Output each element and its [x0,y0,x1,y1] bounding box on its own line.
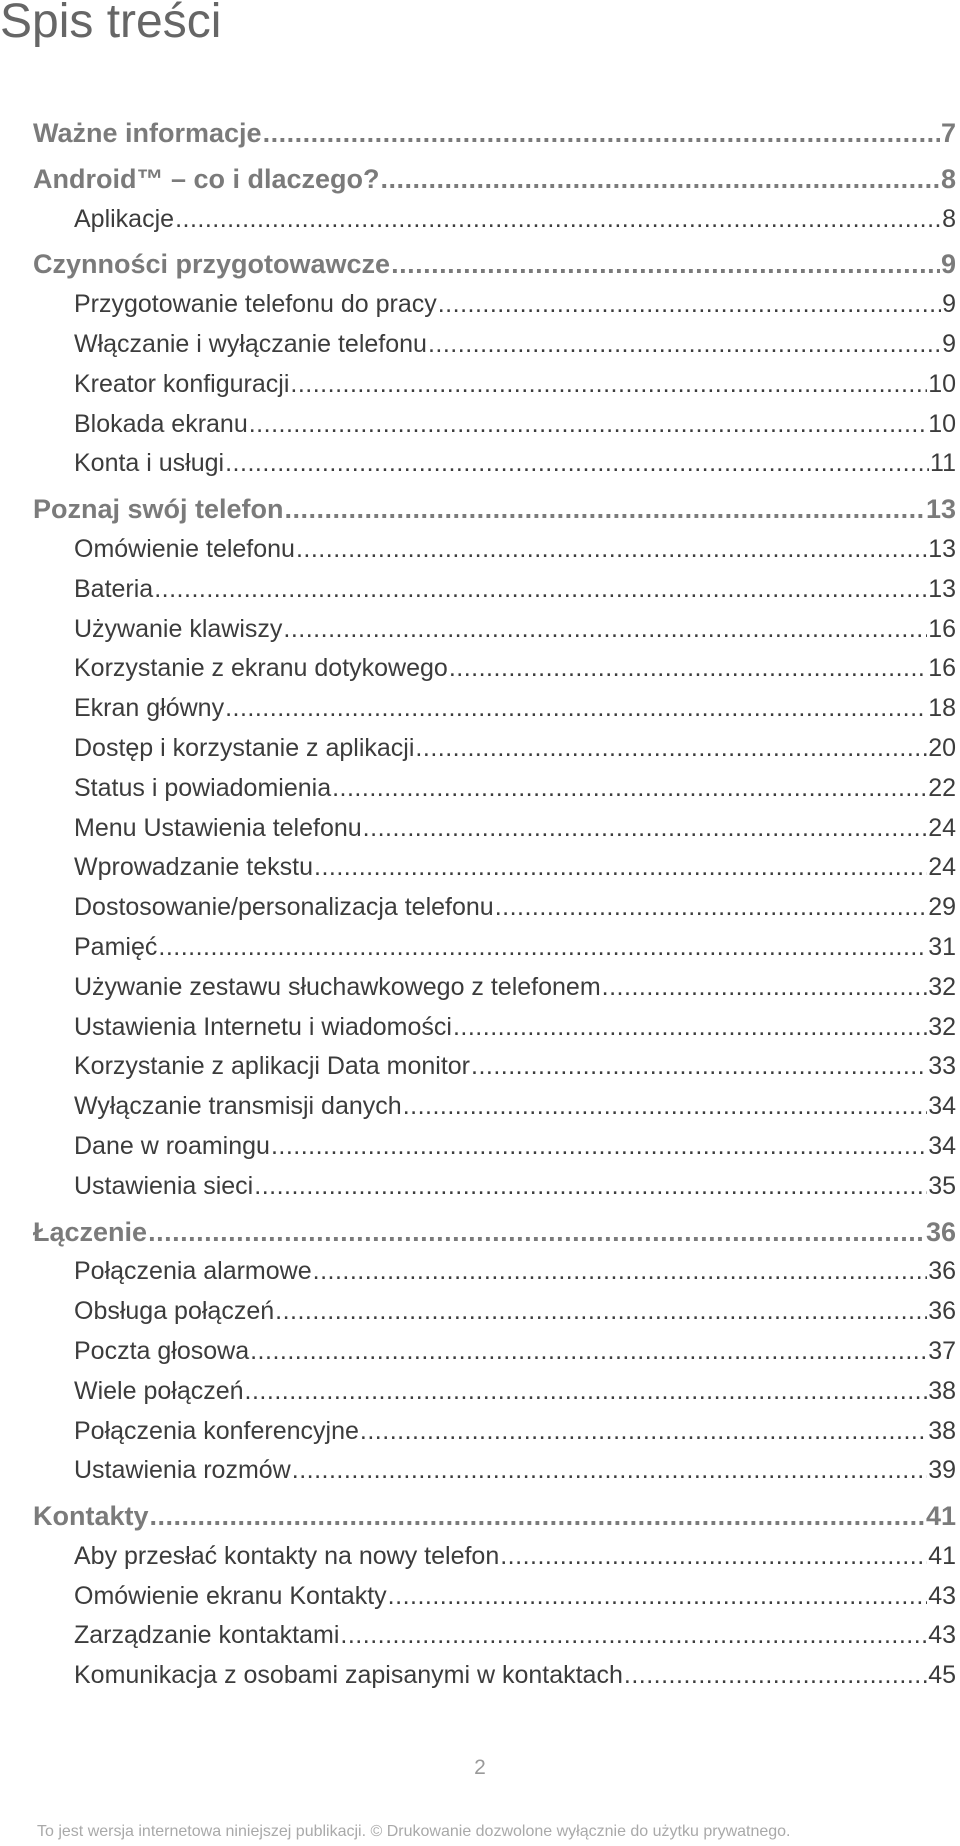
toc-section-entry[interactable] [33,1127,956,1167]
toc-dot-leader [285,490,925,530]
toc-section-entry[interactable] [33,689,956,729]
toc-entry-title: Status i powiadomienia [74,773,332,802]
toc-entry-page: 20 [928,733,956,762]
toc-dot-leader [249,405,927,445]
toc-entry-title: Wyłączanie transmisji danych [74,1092,402,1121]
toc-section-entry[interactable] [33,809,956,849]
toc-section-entry[interactable] [33,968,956,1008]
toc-dot-leader [363,809,928,849]
toc-entry-page: 24 [928,813,956,842]
toc-section-entry[interactable] [33,1167,956,1207]
toc-entry-page: 13 [928,534,956,563]
toc-entry-title: Dostosowanie/personalizacja telefonu [74,893,494,922]
toc-section-entry[interactable] [33,1577,956,1617]
toc-section-entry[interactable] [33,365,956,405]
toc-entry-title: Wiele połączeń [74,1376,244,1405]
toc-section-entry[interactable] [33,1332,956,1372]
toc-entry-page: 38 [928,1376,956,1405]
toc-entry-page: 36 [925,1216,956,1247]
toc-entry-page: 29 [928,893,956,922]
toc-entry-title: Wprowadzanie tekstu [74,853,314,882]
toc-entry-page: 37 [928,1336,956,1365]
toc-section-entry[interactable] [33,610,956,650]
toc-entry-page: 7 [940,118,956,148]
toc-dot-leader [275,1292,927,1332]
toc-entry-title: Konta i usługi [74,449,225,478]
toc-dot-leader [158,928,927,968]
toc-entry-title: Przygotowanie telefonu do pracy [74,290,437,319]
toc-entry-page: 36 [928,1297,956,1326]
toc-dot-leader [263,114,940,154]
toc-dot-leader [250,1332,927,1372]
toc-entry-title: Omówienie telefonu [74,534,295,563]
toc-entry-page: 24 [928,853,956,882]
toc-section-entry[interactable] [33,1252,956,1292]
toc-entry-page: 34 [928,1131,956,1160]
toc-entry-page: 32 [928,1012,956,1041]
toc-chapter-entry[interactable] [33,160,956,200]
toc-entry-title: Połączenia konferencyjne [74,1416,359,1445]
toc-dot-leader [332,769,927,809]
page-number: 2 [474,1756,486,1779]
toc-dot-leader [415,729,927,769]
toc-entry-page: 32 [928,972,956,1001]
toc-dot-leader [449,649,927,689]
toc-section-entry[interactable] [33,1656,956,1696]
toc-entry-page: 10 [928,369,956,398]
toc-entry-page: 9 [942,329,956,358]
toc-section-entry[interactable] [33,444,956,484]
toc-chapter-entry[interactable] [33,245,956,285]
toc-entry-page: 8 [942,204,956,233]
toc-entry-page: 41 [928,1541,956,1570]
toc-dot-leader [602,968,928,1008]
toc-entry-title: Ustawienia sieci [74,1171,254,1200]
toc-entry-page: 36 [928,1257,956,1286]
toc-chapter-entry[interactable] [33,1497,956,1537]
toc-entry-page: 41 [925,1501,956,1532]
toc-entry-title: Pamięć [74,932,158,961]
toc-entry-page: 8 [940,163,956,194]
toc-dot-leader [403,1087,928,1127]
toc-section-entry[interactable] [33,570,956,610]
toc-section-entry[interactable] [33,285,956,325]
toc-entry-page: 43 [928,1581,956,1610]
toc-section-entry[interactable] [33,1292,956,1332]
toc-dot-leader [225,689,927,729]
toc-entry-title: Kontakty [33,1501,149,1532]
toc-entry-page: 16 [928,654,956,683]
toc-entry-title: Aby przesłać kontakty na nowy telefon [74,1541,500,1570]
toc-dot-leader [314,848,927,888]
toc-dot-leader [453,1008,927,1048]
toc-entry-title: Zarządzanie kontaktami [74,1621,340,1650]
toc-dot-leader [148,1213,925,1253]
toc-dot-leader [428,325,941,365]
toc-entry-page: 39 [928,1456,956,1485]
toc-dot-leader [283,610,927,650]
toc-dot-leader [340,1616,927,1656]
toc-entry-page: 33 [928,1052,956,1081]
toc-section-entry[interactable] [33,888,956,928]
toc-section-entry[interactable] [33,1087,956,1127]
toc-entry-title: Bateria [74,574,154,603]
toc-entry-title: Obsługa połączeń [74,1297,275,1326]
toc-section-entry[interactable] [33,1412,956,1452]
toc-entry-title: Ważne informacje [33,118,262,148]
toc-entry-title: Dane w roamingu [74,1131,270,1160]
toc-section-entry[interactable] [33,848,956,888]
toc-entry-title: Ustawienia Internetu i wiadomości [74,1012,452,1041]
toc-entry-title: Używanie klawiszy [74,614,283,643]
toc-entry-page: 22 [928,773,956,802]
toc-entry-title: Menu Ustawienia telefonu [74,813,362,842]
toc-section-entry[interactable] [33,325,956,365]
toc-entry-page: 38 [928,1416,956,1445]
toc-entry-title: Omówienie ekranu Kontakty [74,1581,387,1610]
toc-entry-title: Łączenie [33,1216,148,1247]
toc-section-entry[interactable] [33,1616,956,1656]
toc-dot-leader [296,530,927,570]
toc-entry-title: Blokada ekranu [74,409,248,438]
toc-dot-leader [175,200,941,240]
toc-entry-title: Ustawienia rozmów [74,1456,291,1485]
toc-dot-leader [150,1497,925,1537]
toc-entry-title: Ekran główny [74,694,225,723]
toc-dot-leader [245,1372,928,1412]
toc-section-entry[interactable] [33,729,956,769]
toc-dot-leader [290,365,927,405]
toc-entry-page: 9 [940,249,956,280]
toc-entry-page: 9 [942,290,956,319]
toc-entry-title: Poznaj swój telefon [33,494,284,525]
toc-entry-title: Komunikacja z osobami zapisanymi w kontaktach [74,1661,623,1690]
toc-entry-title: Włączanie i wyłączanie telefonu [74,329,427,358]
toc-entry-page: 13 [925,494,956,525]
table-of-contents [33,114,956,1696]
toc-entry-page: 11 [930,449,956,478]
footer-note: To jest wersja internetowa niniejszej publikacji. © Drukowanie dozwolone wyłącznie do użytku prywatnego. [37,1823,791,1840]
toc-entry-title: Poczta głosowa [74,1336,250,1365]
toc-entry-page: 34 [928,1092,956,1121]
toc-dot-leader [391,245,940,285]
toc-entry-title: Dostęp i korzystanie z aplikacji [74,733,415,762]
toc-section-entry[interactable] [33,1008,956,1048]
toc-dot-leader [624,1656,927,1696]
toc-entry-page: 43 [928,1621,956,1650]
toc-entry-page: 18 [928,694,956,723]
toc-dot-leader [313,1252,928,1292]
toc-chapter-entry[interactable] [33,490,956,530]
toc-dot-leader [292,1451,927,1491]
toc-chapter-entry[interactable] [33,1213,956,1253]
toc-dot-leader [360,1412,927,1452]
toc-entry-title: Kreator konfiguracji [74,369,290,398]
toc-section-entry[interactable] [33,405,956,445]
toc-section-entry[interactable] [33,928,956,968]
toc-dot-leader [500,1537,927,1577]
toc-section-entry[interactable] [33,530,956,570]
toc-entry-title: Korzystanie z ekranu dotykowego [74,654,448,683]
toc-section-entry[interactable] [33,200,956,240]
toc-dot-leader [495,888,927,928]
toc-entry-page: 45 [928,1661,956,1690]
toc-dot-leader [388,1577,928,1617]
toc-section-entry[interactable] [33,649,956,689]
toc-section-entry[interactable] [33,1372,956,1412]
toc-dot-leader [254,1167,927,1207]
toc-entry-page: 10 [928,409,956,438]
toc-section-entry[interactable] [33,1537,956,1577]
toc-entry-page: 35 [928,1171,956,1200]
toc-section-entry[interactable] [33,1451,956,1491]
toc-dot-leader [438,285,941,325]
toc-dot-leader [271,1127,927,1167]
toc-section-entry[interactable] [33,769,956,809]
toc-entry-page: 31 [928,932,956,961]
toc-entry-title: Używanie zestawu słuchawkowego z telefonem [74,972,601,1001]
toc-entry-page: 16 [928,614,956,643]
toc-dot-leader [471,1047,927,1087]
toc-entry-page: 13 [928,574,956,603]
page-title: Spis treści [0,0,222,48]
toc-section-entry[interactable] [33,1047,956,1087]
toc-entry-title: Czynności przygotowawcze [33,249,391,280]
toc-chapter-entry[interactable] [33,114,956,154]
toc-entry-title: Połączenia alarmowe [74,1257,312,1286]
toc-entry-title: Aplikacje [74,204,175,233]
toc-entry-title: Korzystanie z aplikacji Data monitor [74,1052,470,1081]
toc-dot-leader [154,570,927,610]
toc-dot-leader [381,160,940,200]
toc-dot-leader [225,444,929,484]
toc-entry-title: Android™ – co i dlaczego? [33,163,380,194]
